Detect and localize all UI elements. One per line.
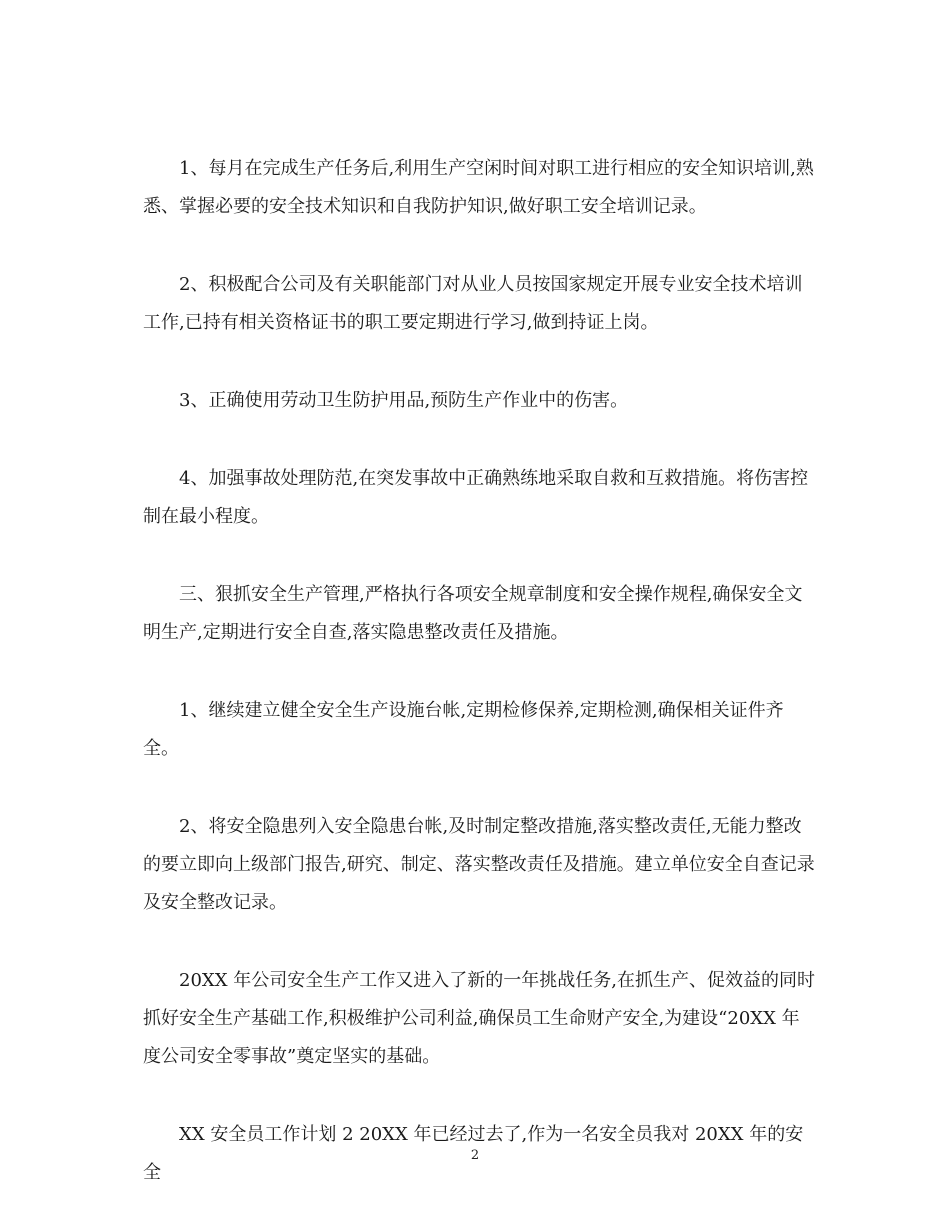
paragraph-annual-goal: 20XX 年公司安全生产工作又进入了新的一年挑战任务,在抓生产、促效益的同时抓好安全生产基础工作,积极维护公司利益,确保员工生命财产安全,为建设“20XX 年度公司安全零事故”奠定坚实的基础。: [143, 970, 815, 1067]
paragraph-protective-equipment: 3、正确使用劳动卫生防护用品,预防生产作业中的伤害。: [179, 390, 629, 411]
page-number: 2: [470, 1148, 480, 1163]
paragraph-certification: 2、积极配合公司及有关职能部门对从业人员按国家规定开展专业安全技术培训工作,已持有相关资格证书的职工要定期进行学习,做到持证上岗。: [143, 274, 803, 333]
paragraph-hazard-ledger: 2、将安全隐患列入安全隐患台帐,及时制定整改措施,落实整改责任,无能力整改的要立即向上级部门报告,研究、制定、落实整改责任及措施。建立单位安全自查记录及安全整改记录。: [143, 816, 815, 913]
paragraph-plan-two-intro: XX 安全员工作计划 2 20XX 年已经过去了,作为一名安全员我对 20XX 年的安全: [143, 1124, 804, 1183]
paragraph-section-three: 三、狠抓安全生产管理,严格执行各项安全规章制度和安全操作规程,确保安全文明生产,定期进行安全自查,落实隐患整改责任及措施。: [143, 584, 803, 643]
paragraph-training: 1、每月在完成生产任务后,利用生产空闲时间对职工进行相应的安全知识培训,熟悉、掌握必要的安全技术知识和自我防护知识,做好职工安全培训记录。: [143, 158, 814, 217]
document-body: [143, 150, 815, 1232]
paragraph-facility-ledger: 1、继续建立健全安全生产设施台帐,定期检修保养,定期检测,确保相关证件齐全。: [143, 700, 784, 759]
paragraph-accident-prevention: 4、加强事故处理防范,在突发事故中正确熟练地采取自救和互救措施。将伤害控制在最小程度。: [143, 468, 809, 527]
